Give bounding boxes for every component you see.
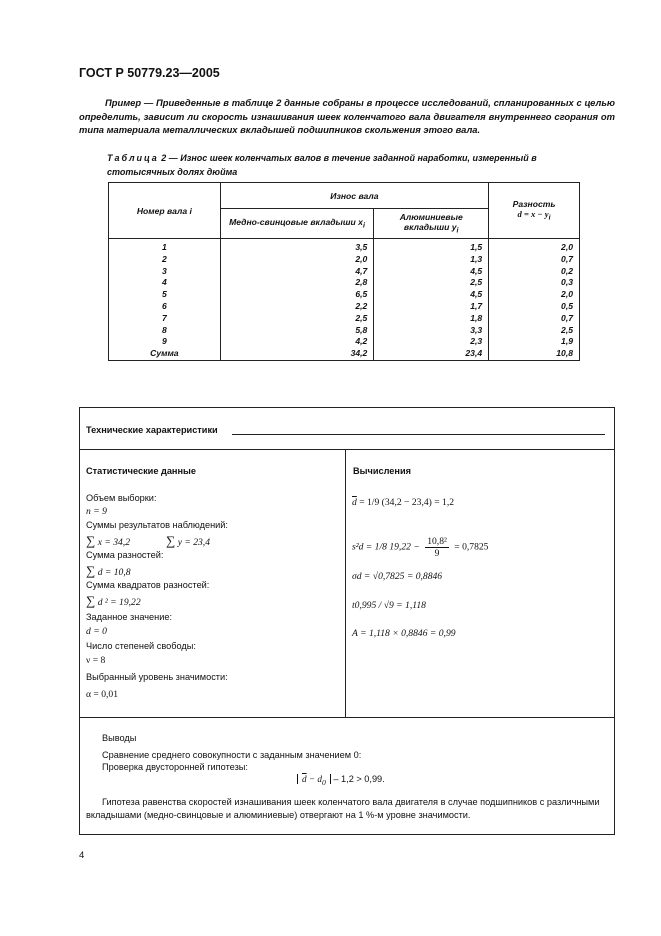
cell-x: 34,2 — [220, 348, 374, 360]
conclusions-title: Выводы — [102, 733, 137, 743]
col-header-wear: Износ вала — [220, 183, 488, 209]
cell-x: 2,2 — [220, 301, 374, 313]
sum-sign-icon: ∑ — [86, 563, 96, 578]
calc-var-den: 9 — [434, 548, 440, 559]
cell-d: 0,2 — [489, 266, 580, 278]
sample-size-label: Объем выборки: — [86, 493, 157, 503]
example-paragraph — [79, 96, 615, 137]
table-row — [109, 289, 580, 301]
tech-label: Технические характеристики — [86, 425, 218, 435]
n-value: n = 9 — [86, 506, 107, 517]
col-header-copper: Медно-свинцовые вкладыши $x_i$ — [220, 209, 374, 239]
cell-n: 8 — [109, 325, 221, 337]
sum-sign-icon: ∑ — [86, 533, 96, 548]
form-column-divider — [345, 449, 346, 717]
document-header: ГОСТ Р 50779.23—2005 — [79, 66, 220, 80]
calc-a: A = 1,118 × 0,8846 = 0,99 — [352, 628, 456, 639]
tech-fill-line — [232, 434, 605, 435]
calc-var-fraction — [425, 536, 449, 559]
example-text: Пример — Приведенные в таблице 2 данные собраны в процессе исследований, спланированных с целью определить, зависит ли скорость изнашивания шеек коленчатого вала двигателя внутреннего сгорания от типа материала металлических вкладышей подшипников скольжения этого вала. — [79, 97, 615, 136]
sum-sq-label: Сумма квадратов разностей: — [86, 580, 210, 590]
cell-y: 23,4 — [374, 348, 489, 360]
sum-d2-text: d ² = 19,22 — [97, 597, 141, 608]
cell-y: 4,5 — [374, 289, 489, 301]
cell-x: 5,8 — [220, 325, 374, 337]
cell-y: 1,3 — [374, 254, 489, 266]
target-label: Заданное значение: — [86, 612, 173, 622]
cell-y: 2,5 — [374, 277, 489, 289]
cell-x: 2,8 — [220, 277, 374, 289]
page-number: 4 — [79, 850, 85, 861]
table-row — [109, 325, 580, 337]
calc-var-num: 10,8² — [427, 536, 447, 547]
cell-n: 1 — [109, 239, 221, 254]
cell-x: 2,5 — [220, 313, 374, 325]
dof-label: Число степеней свободы: — [86, 641, 196, 651]
cell-x: 4,7 — [220, 266, 374, 278]
d-bar-symbol: $\overline{d}$ — [352, 497, 357, 508]
calc-mean-text: = 1/9 (34,2 − 23,4) = 1,2 — [359, 497, 455, 508]
cell-d: 0,3 — [489, 277, 580, 289]
sum-d-text: d = 10,8 — [97, 567, 131, 578]
cell-x: 6,5 — [220, 289, 374, 301]
cell-d: 0,7 — [489, 313, 580, 325]
sum-x-text: x = 34,2 — [97, 537, 131, 548]
cell-n: 3 — [109, 266, 221, 278]
comparison-text: Сравнение среднего совокупности с заданным значением 0: — [102, 750, 362, 760]
alpha-value: α = 0,01 — [86, 689, 119, 700]
cell-y: 1,5 — [374, 239, 489, 254]
sum-d — [86, 563, 131, 579]
col-header-diff-label: Разность — [512, 199, 556, 210]
col-header-diff-formula: $d = x - y_i$ — [517, 209, 551, 222]
wear-table — [108, 182, 580, 361]
calc-variance — [352, 536, 488, 559]
sum-sign-icon: ∑ — [86, 593, 96, 608]
table-caption-prefix: Таблица — [107, 153, 159, 163]
form-divider — [79, 449, 615, 450]
abs-value-expr: $\overline{d} - d_0$ — [297, 774, 331, 784]
table-row — [109, 277, 580, 289]
stat-title: Статистические данные — [86, 466, 196, 476]
check-expr-text: – 1,2 > 0,99. — [333, 774, 385, 784]
cell-x: 3,5 — [220, 239, 374, 254]
col-header-diff — [489, 183, 580, 239]
cell-y: 3,3 — [374, 325, 489, 337]
cell-d: 2,0 — [489, 289, 580, 301]
cell-n: Сумма — [109, 348, 221, 360]
col-header-alu: Алюминиевые вкладыши $y_i$ — [374, 209, 489, 239]
cell-x: 4,2 — [220, 336, 374, 348]
cell-n: 2 — [109, 254, 221, 266]
sum-d2 — [86, 593, 141, 609]
cell-n: 5 — [109, 289, 221, 301]
table-row — [109, 266, 580, 278]
cell-y: 2,3 — [374, 336, 489, 348]
table-caption-text: 2 — Износ шеек коленчатых валов в течение заданной наработки, измеренный в стотысячных долях дюйма — [107, 153, 537, 177]
cell-y: 1,7 — [374, 301, 489, 313]
calc-var-d: = 0,7825 — [454, 541, 489, 553]
table-row — [109, 336, 580, 348]
calc-sd: σd = √0,7825 = 0,8846 — [352, 571, 443, 582]
sums-label: Суммы результатов наблюдений: — [86, 520, 228, 530]
cell-y: 1,8 — [374, 313, 489, 325]
cell-d: 2,0 — [489, 239, 580, 254]
check-expression — [297, 774, 385, 787]
alpha-label: Выбранный уровень значимости: — [86, 672, 228, 682]
cell-x: 2,0 — [220, 254, 374, 266]
final-text: Гипотеза равенства скоростей изнашивания шеек коленчатого вала двигателя в случае подшипников с различными вкладышами (медно-свинцовые и алюминиевые) отвергают на 1 %-м уровне значимости. — [86, 797, 600, 820]
sum-diff-label: Сумма разностей: — [86, 550, 164, 560]
calc-mean — [352, 497, 454, 508]
sum-sign-icon: ∑ — [166, 533, 176, 548]
calc-var-a: s²d = 1/8 19,22 − — [352, 541, 420, 553]
nu-value: ν = 8 — [86, 655, 106, 666]
table-row — [109, 301, 580, 313]
cell-n: 6 — [109, 301, 221, 313]
check-label: Проверка двусторонней гипотезы: — [102, 762, 248, 772]
cell-n: 9 — [109, 336, 221, 348]
sum-y-text: y = 23,4 — [177, 537, 211, 548]
cell-d: 2,5 — [489, 325, 580, 337]
sum-y — [166, 533, 210, 549]
sum-x — [86, 533, 130, 549]
table-row-sum — [109, 348, 580, 360]
calc-t: t0,995 / √9 = 1,118 — [352, 600, 426, 611]
cell-y: 4,5 — [374, 266, 489, 278]
table-row — [109, 239, 580, 254]
d0-value: d = 0 — [86, 626, 107, 637]
calc-title: Вычисления — [353, 466, 411, 476]
cell-d: 10,8 — [489, 348, 580, 360]
cell-n: 4 — [109, 277, 221, 289]
form-divider — [79, 717, 615, 718]
cell-d: 1,9 — [489, 336, 580, 348]
table-row — [109, 313, 580, 325]
col-header-shaft: Номер вала i — [109, 183, 221, 239]
cell-d: 0,7 — [489, 254, 580, 266]
table-row — [109, 254, 580, 266]
cell-n: 7 — [109, 313, 221, 325]
table-caption — [107, 151, 587, 179]
cell-d: 0,5 — [489, 301, 580, 313]
